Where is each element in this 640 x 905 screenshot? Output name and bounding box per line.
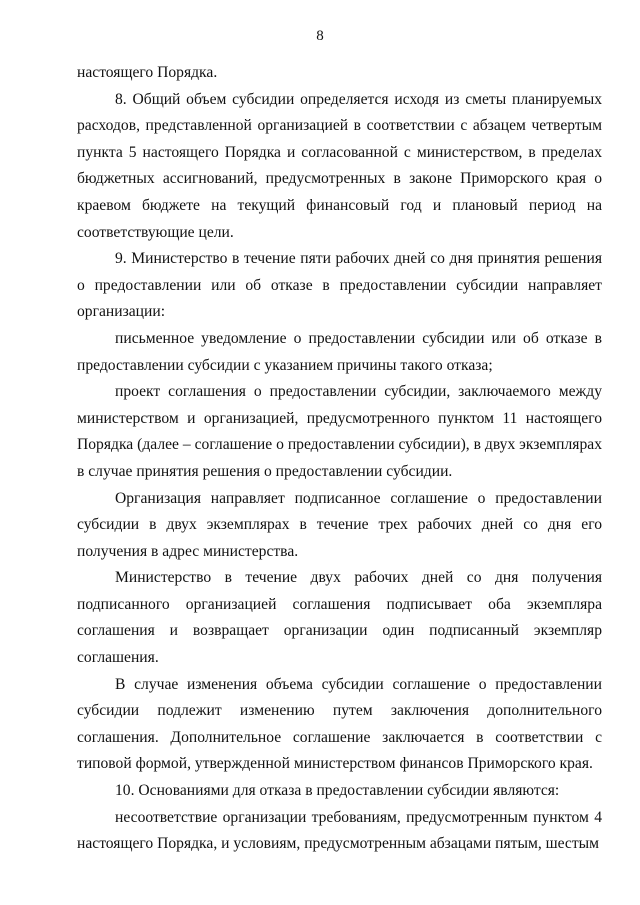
paragraph-item-8: 8. Общий объем субсидии определяется исходя из сметы планируемых расходов, представленной организацией в соответствии с абзацем четвертым пункта 5 настоящего Порядка и согласованной с министерством, в пределах бюджетных ассигнований, предусмотренных в законе Приморского края о краевом бюджете на текущий финансовый год и плановый период на соответствующие цели. — [77, 90, 602, 241]
paragraph-item-9: 9. Министерство в течение пяти рабочих дней со дня принятия решения о предоставлении или об отказе в предоставлении субсидии направляет организации: — [77, 250, 602, 321]
paragraph-notice: письменное уведомление о предоставлении субсидии или об отказе в предоставлении субсидии с указанием причины такого отказа; — [77, 329, 602, 374]
paragraph-continuation: настоящего Порядка. — [77, 64, 218, 81]
paragraph-nonconformity: несоответствие организации требованиям, предусмотренным пунктом 4 настоящего Порядка, и условиям, предусмотренным абзацами пятым, шестым — [77, 808, 602, 853]
paragraph-amendment: В случае изменения объема субсидии соглашение о предоставлении субсидии подлежит изменению путем заключения дополнительного соглашения. Дополнительное соглашение заключается в соответствии с типовой формой, утвержденной министерством финансов Приморского края. — [77, 675, 602, 773]
document-body — [77, 60, 602, 858]
page-number: 8 — [316, 28, 324, 44]
paragraph-ministry-signs: Министерство в течение двух рабочих дней со дня получения подписанного организацией соглашения подписывает оба экземпляра соглашения и возвращает организации один подписанный экземпляр соглашения. — [77, 569, 602, 667]
paragraph-agreement-draft: проект соглашения о предоставлении субсидии, заключаемого между министерством и организацией, предусмотренного пунктом 11 настоящего Порядка (далее – соглашение о предоставлении субсидии), в двух экземплярах в случае принятия решения о предоставлении субсидии. — [77, 383, 602, 480]
paragraph-item-10: 10. Основаниями для отказа в предоставлении субсидии являются: — [115, 782, 560, 800]
paragraph-organization-sends: Организация направляет подписанное соглашение о предоставлении субсидии в двух экземплярах в течение трех рабочих дней со дня его получения в адрес министерства. — [77, 489, 602, 560]
